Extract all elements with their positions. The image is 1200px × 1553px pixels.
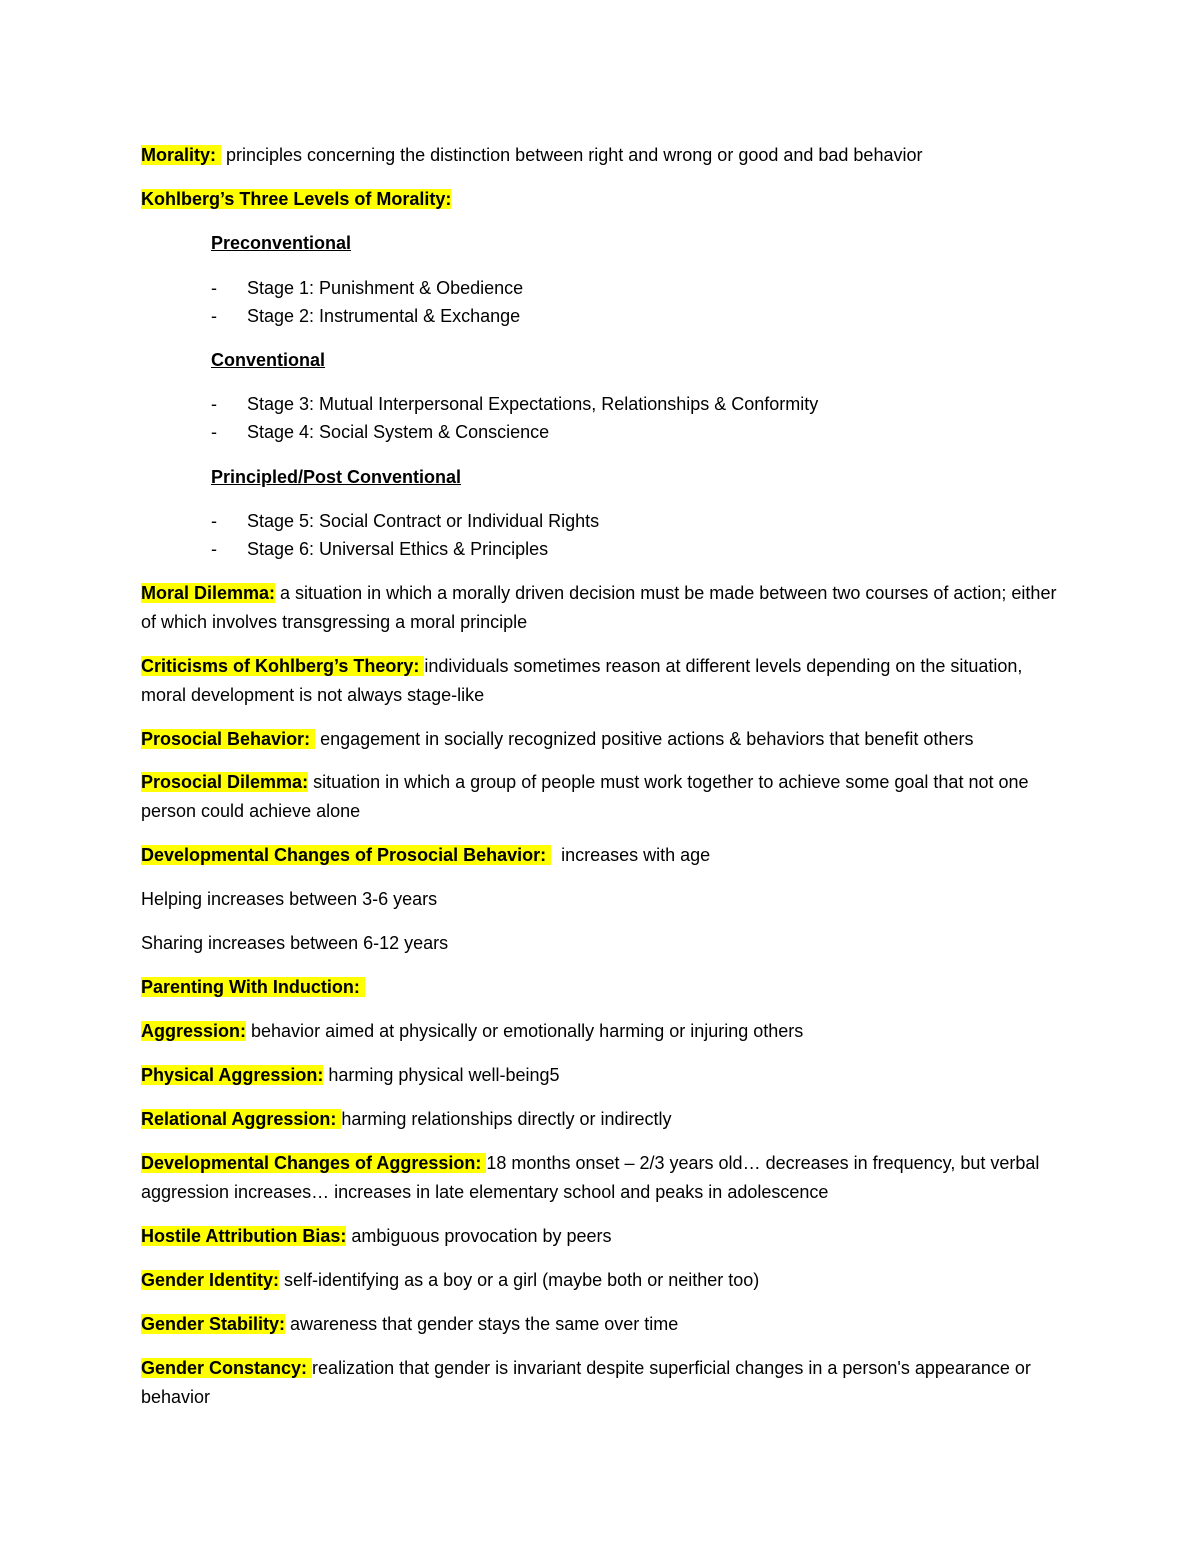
stage-item	[211, 507, 599, 536]
stage-label: Stage 2: Instrumental & Exchange	[247, 306, 521, 326]
prosocial-behavior-term: Prosocial Behavior:	[141, 729, 316, 749]
morality-term: Morality:	[141, 145, 222, 165]
dev-prosocial-term: Developmental Changes of Prosocial Behavior:	[141, 845, 552, 865]
sharing-note: Sharing increases between 6-12 years	[141, 933, 449, 953]
kohlberg-term: Kohlberg’s Three Levels of Morality:	[141, 189, 452, 209]
criticisms-term: Criticisms of Kohlberg’s Theory:	[141, 656, 425, 676]
prosocial-dilemma-term: Prosocial Dilemma:	[141, 772, 309, 792]
list-dash: -	[211, 539, 217, 559]
prosocial-dilemma-definition	[141, 768, 1061, 826]
level-heading-postconventional: Principled/Post Conventional	[211, 467, 462, 487]
gender-identity-definition	[141, 1266, 1061, 1295]
gender-stability-text: awareness that gender stays the same over time	[285, 1314, 679, 1334]
prosocial-dilemma-text: situation in which a group of people must work together to achieve some goal that not one person could achieve alone	[141, 772, 1034, 821]
stage-item	[211, 390, 818, 419]
stage-label: Stage 4: Social System & Conscience	[247, 422, 550, 442]
prosocial-behavior-text: engagement in socially recognized positive actions & behaviors that benefit others	[315, 729, 974, 749]
stage-label: Stage 5: Social Contract or Individual Rights	[247, 511, 600, 531]
gender-constancy-term: Gender Constancy:	[141, 1358, 313, 1378]
list-dash: -	[211, 278, 217, 298]
parenting-heading	[141, 973, 1061, 1002]
physical-aggression-term: Physical Aggression:	[141, 1065, 324, 1085]
stage-item	[211, 535, 548, 564]
physical-aggression-text: harming physical well-being5	[323, 1065, 560, 1085]
list-dash: -	[211, 422, 217, 442]
hostile-bias-definition	[141, 1222, 1061, 1251]
gender-constancy-text: realization that gender is invariant despite superficial changes in a person's appearance or behavior	[141, 1358, 1036, 1407]
relational-aggression-text: harming relationships directly or indirectly	[341, 1109, 672, 1129]
helping-note: Helping increases between 3-6 years	[141, 889, 438, 909]
relational-aggression-term: Relational Aggression:	[141, 1109, 342, 1129]
hostile-bias-term: Hostile Attribution Bias:	[141, 1226, 347, 1246]
criticisms-text: individuals sometimes reason at different levels depending on the situation, moral development is not always stage-like	[141, 656, 1028, 705]
parenting-term: Parenting With Induction:	[141, 977, 365, 997]
kohlberg-levels-heading	[141, 185, 1061, 214]
dev-aggression-text: 18 months onset – 2/3 years old… decreases in frequency, but verbal aggression increases… increases in late elementary school and peaks in adolescence	[141, 1153, 1045, 1202]
stage-item	[211, 274, 523, 303]
aggression-definition	[141, 1017, 1061, 1046]
gender-constancy-definition	[141, 1354, 1061, 1412]
criticisms-definition	[141, 652, 1061, 710]
stage-label: Stage 3: Mutual Interpersonal Expectations, Relationships & Conformity	[247, 394, 819, 414]
aggression-text: behavior aimed at physically or emotionally harming or injuring others	[246, 1021, 804, 1041]
stage-label: Stage 6: Universal Ethics & Principles	[247, 539, 549, 559]
moral-dilemma-term: Moral Dilemma:	[141, 583, 276, 603]
dev-prosocial-definition	[141, 841, 1061, 870]
level-heading-conventional: Conventional	[211, 350, 326, 370]
moral-dilemma-text: a situation in which a morally driven decision must be made between two courses of action; either of which involves transgressing a moral principle	[141, 583, 1062, 632]
relational-aggression-definition	[141, 1105, 1061, 1134]
morality-text: principles concerning the distinction between right and wrong or good and bad behavior	[221, 145, 923, 165]
list-dash: -	[211, 306, 217, 326]
gender-stability-term: Gender Stability:	[141, 1314, 286, 1334]
prosocial-behavior-definition	[141, 725, 1061, 754]
aggression-term: Aggression:	[141, 1021, 247, 1041]
dev-prosocial-text: increases with age	[551, 845, 711, 865]
level-heading-preconventional: Preconventional	[211, 233, 352, 253]
hostile-bias-text: ambiguous provocation by peers	[346, 1226, 612, 1246]
stage-label: Stage 1: Punishment & Obedience	[247, 278, 524, 298]
stage-item	[211, 418, 549, 447]
morality-definition	[141, 141, 1061, 170]
gender-identity-text: self-identifying as a boy or a girl (maybe both or neither too)	[279, 1270, 760, 1290]
stage-item	[211, 302, 520, 331]
gender-stability-definition	[141, 1310, 1061, 1339]
list-dash: -	[211, 511, 217, 531]
moral-dilemma-definition	[141, 579, 1061, 637]
dev-aggression-definition	[141, 1149, 1061, 1207]
gender-identity-term: Gender Identity:	[141, 1270, 280, 1290]
dev-aggression-term: Developmental Changes of Aggression:	[141, 1153, 487, 1173]
list-dash: -	[211, 394, 217, 414]
physical-aggression-definition	[141, 1061, 1061, 1090]
